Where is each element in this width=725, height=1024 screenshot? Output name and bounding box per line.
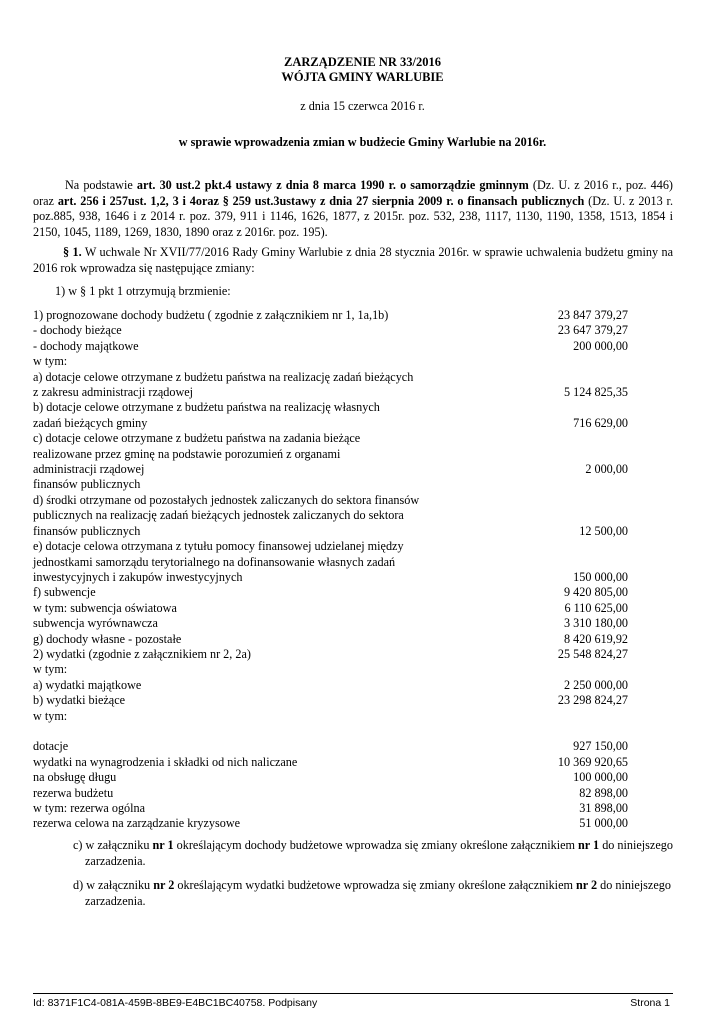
budget-row [33,431,628,446]
budget-row-value: 3 310 180,00 [564,616,628,631]
budget-row [33,462,628,477]
budget-row [33,724,628,739]
budget-row [33,339,628,354]
budget-row-label: b) wydatki bieżące [33,693,126,708]
budget-row-label: a) wydatki majątkowe [33,677,142,692]
budget-row-label: b) dotacje celowe otrzymane z budżetu państwa na realizację własnych [33,400,380,415]
budget-row [33,678,628,693]
budget-row-label: subwencja wyrównawcza [33,616,158,631]
budget-row-label: g) dochody własne - pozostałe [33,631,182,646]
basis-text-2: (Dz. U. z 2016 r., poz. 446) oraz [33,178,673,208]
note-d-text-2: określającym wydatki budżetowe wprowadza się zmiany określone załącznikiem [174,878,577,892]
basis-text-3: (Dz. U. z 2013 r. poz.885, 938, 1646 i z 2014 r. poz. 379, 911 i 1146, 1626, 1877, z 2015r. poz. 532, 238, 1117, 1130, 1190, 1358, 1513, 1854 i 2150, 1045, 1189, 1269, 1830, 1890 oraz z 2016r. poz. 195). [33,193,673,239]
budget-row-label: publicznych na realizację zadań bieżących jednostek zaliczanych do sektora [33,508,404,523]
point-intro: 1) w § 1 pkt 1 otrzymują brzmienie: [55,284,231,298]
budget-row [33,616,628,631]
budget-row [33,755,628,770]
note-c-bold-2: nr 1 [578,838,600,852]
budget-row-label: a) dotacje celowe otrzymane z budżetu państwa na realizację zadań bieżących [33,369,414,384]
section-1-paragraph [33,245,673,276]
budget-row-label: - dochody bieżące [33,323,122,338]
basis-text-1: Na podstawie [65,178,137,192]
budget-row-label: w tym: rezerwa ogólna [33,801,146,815]
budget-row-value: 2 250 000,00 [564,677,628,692]
budget-row [33,385,628,400]
budget-row-label: e) dotacje celowa otrzymana z tytułu pomocy finansowej udzielanej między [33,539,404,554]
budget-row-value: 9 420 805,00 [564,585,628,600]
budget-row [33,323,628,338]
budget-row-label: administracji rządowej [33,462,145,477]
budget-row-value: 100 000,00 [573,770,628,785]
budget-row-value: 150 000,00 [573,569,628,584]
budget-row-value: 6 110 625,00 [564,600,628,615]
budget-row-label: realizowane przez gminę na podstawie porozumień z organami [33,446,341,461]
budget-table [33,308,628,832]
basis-bold-2: art. 256 i 257ust. 1,2, 3 i 4oraz § 259 ust.3ustawy z dnia 27 sierpnia 2009 r. o finansach publicznych [57,193,585,208]
note-d-text-1: d) w załączniku [73,878,154,892]
budget-row-value: 82 898,00 [579,785,628,800]
note-d-text-3: do niniejszego zarzadzenia. [85,878,671,908]
note-c-text-3: do niniejszego zarzadzenia. [85,838,673,868]
budget-row-label: c) dotacje celowe otrzymane z budżetu państwa na zadania bieżące [33,431,361,446]
document-date: z dnia 15 czerwca 2016 r. [300,99,425,113]
section-1-text: W uchwale Nr XVII/77/2016 Rady Gminy Warlubie z dnia 28 stycznia 2016r. w sprawie uchwalenia budżetu gminy na 2016 rok wprowadza się następujące zmiany: [33,245,673,275]
budget-row-value: 23 847 379,27 [557,308,628,322]
budget-row-value: 716 629,00 [573,415,628,430]
document-title [0,55,725,85]
document-subject: w sprawie wprowadzenia zmian w budżecie Gminy Warlubie na 2016r. [178,135,547,149]
budget-row-value: 2 000,00 [585,462,628,477]
budget-row-label: 2) wydatki (zgodnie z załącznikiem nr 2, 2a) [33,646,251,661]
budget-row-label: w tym: [33,662,68,677]
budget-row-value: 8 420 619,92 [564,631,628,646]
budget-row-label: d) środki otrzymane od pozostałych jednostek zaliczanych do sektora finansów [33,492,420,507]
title-line-1: ZARZĄDZENIE NR 33/2016 [284,55,441,69]
budget-row [33,632,628,647]
note-d [73,878,673,909]
budget-row [33,709,628,724]
title-line-2: WÓJTA GMINY WARLUBIE [281,70,444,84]
budget-row [33,354,628,369]
budget-row-label: rezerwa celowa na zarządzanie kryzysowe [33,816,241,831]
budget-row [33,539,628,554]
basis-bold-1: art. 30 ust.2 pkt.4 ustawy z dnia 8 marca 1990 r. o samorządzie gminnym [136,178,529,192]
budget-row [33,647,628,662]
budget-row-label: z zakresu administracji rządowej [33,385,194,400]
budget-row-value: 200 000,00 [573,338,628,353]
footer-page-number: Strona 1 [630,997,670,1009]
budget-row [33,416,628,431]
budget-row [33,816,628,831]
budget-row-label: w tym: [33,708,68,723]
budget-row-label: w tym: subwencja oświatowa [33,600,177,615]
note-c [73,838,673,869]
note-c-text-2: określającym dochody budżetowe wprowadza się zmiany określone załącznikiem [173,838,579,852]
budget-row [33,786,628,801]
budget-row [33,801,628,816]
budget-row-label: na obsługę długu [33,770,117,785]
budget-row-label: f) subwencje [33,585,96,600]
budget-row [33,739,628,754]
budget-row-value: 927 150,00 [573,739,628,754]
budget-row-value: 31 898,00 [579,801,628,815]
budget-row [33,601,628,616]
budget-row-value: 23 647 379,27 [557,323,628,338]
footer-document-id: Id: 8371F1C4-081A-459B-8BE9-E4BC1BC40758. Podpisany [33,997,318,1009]
budget-row-label: - dochody majątkowe [33,338,139,353]
budget-row [33,447,628,462]
budget-row-label: w tym: [33,354,68,369]
budget-row-label: rezerwa budżetu [33,785,114,800]
budget-row [33,662,628,677]
budget-row-label: 1) prognozowane dochody budżetu ( zgodnie z załącznikiem nr 1, 1a,1b) [33,308,389,322]
note-d-bold-2: nr 2 [576,878,598,892]
budget-row [33,570,628,585]
budget-row-label: wydatki na wynagrodzenia i składki od nich naliczane [33,754,298,769]
legal-basis-paragraph [33,178,673,240]
budget-row-label: dotacje [33,739,69,754]
budget-row-label: zadań bieżących gminy [33,415,148,430]
note-c-text-1: c) w załączniku [73,838,153,852]
budget-row-label: finansów publicznych [33,523,141,538]
note-d-bold-1: nr 2 [153,878,175,892]
budget-row [33,524,628,539]
budget-row [33,370,628,385]
budget-row-value: 5 124 825,35 [564,385,628,400]
budget-row-label: jednostkami samorządu terytorialnego na dofinansowanie własnych zadań [33,554,396,569]
budget-row [33,508,628,523]
budget-row [33,585,628,600]
note-c-bold-1: nr 1 [152,838,174,852]
budget-row-label: finansów publicznych [33,477,141,492]
budget-row [33,308,628,323]
budget-row-value: 12 500,00 [579,523,628,538]
budget-row [33,555,628,570]
budget-row [33,400,628,415]
budget-row [33,770,628,785]
section-mark: § 1. [63,245,82,259]
budget-row-value: 25 548 824,27 [557,646,628,661]
budget-row [33,477,628,492]
budget-row-value: 10 369 920,65 [557,754,628,769]
footer-divider [33,993,673,994]
budget-row [33,493,628,508]
budget-row-label: inwestycyjnych i zakupów inwestycyjnych [33,569,243,584]
budget-row-value: 51 000,00 [579,816,628,831]
budget-row-value: 23 298 824,27 [557,693,628,708]
budget-row [33,693,628,708]
